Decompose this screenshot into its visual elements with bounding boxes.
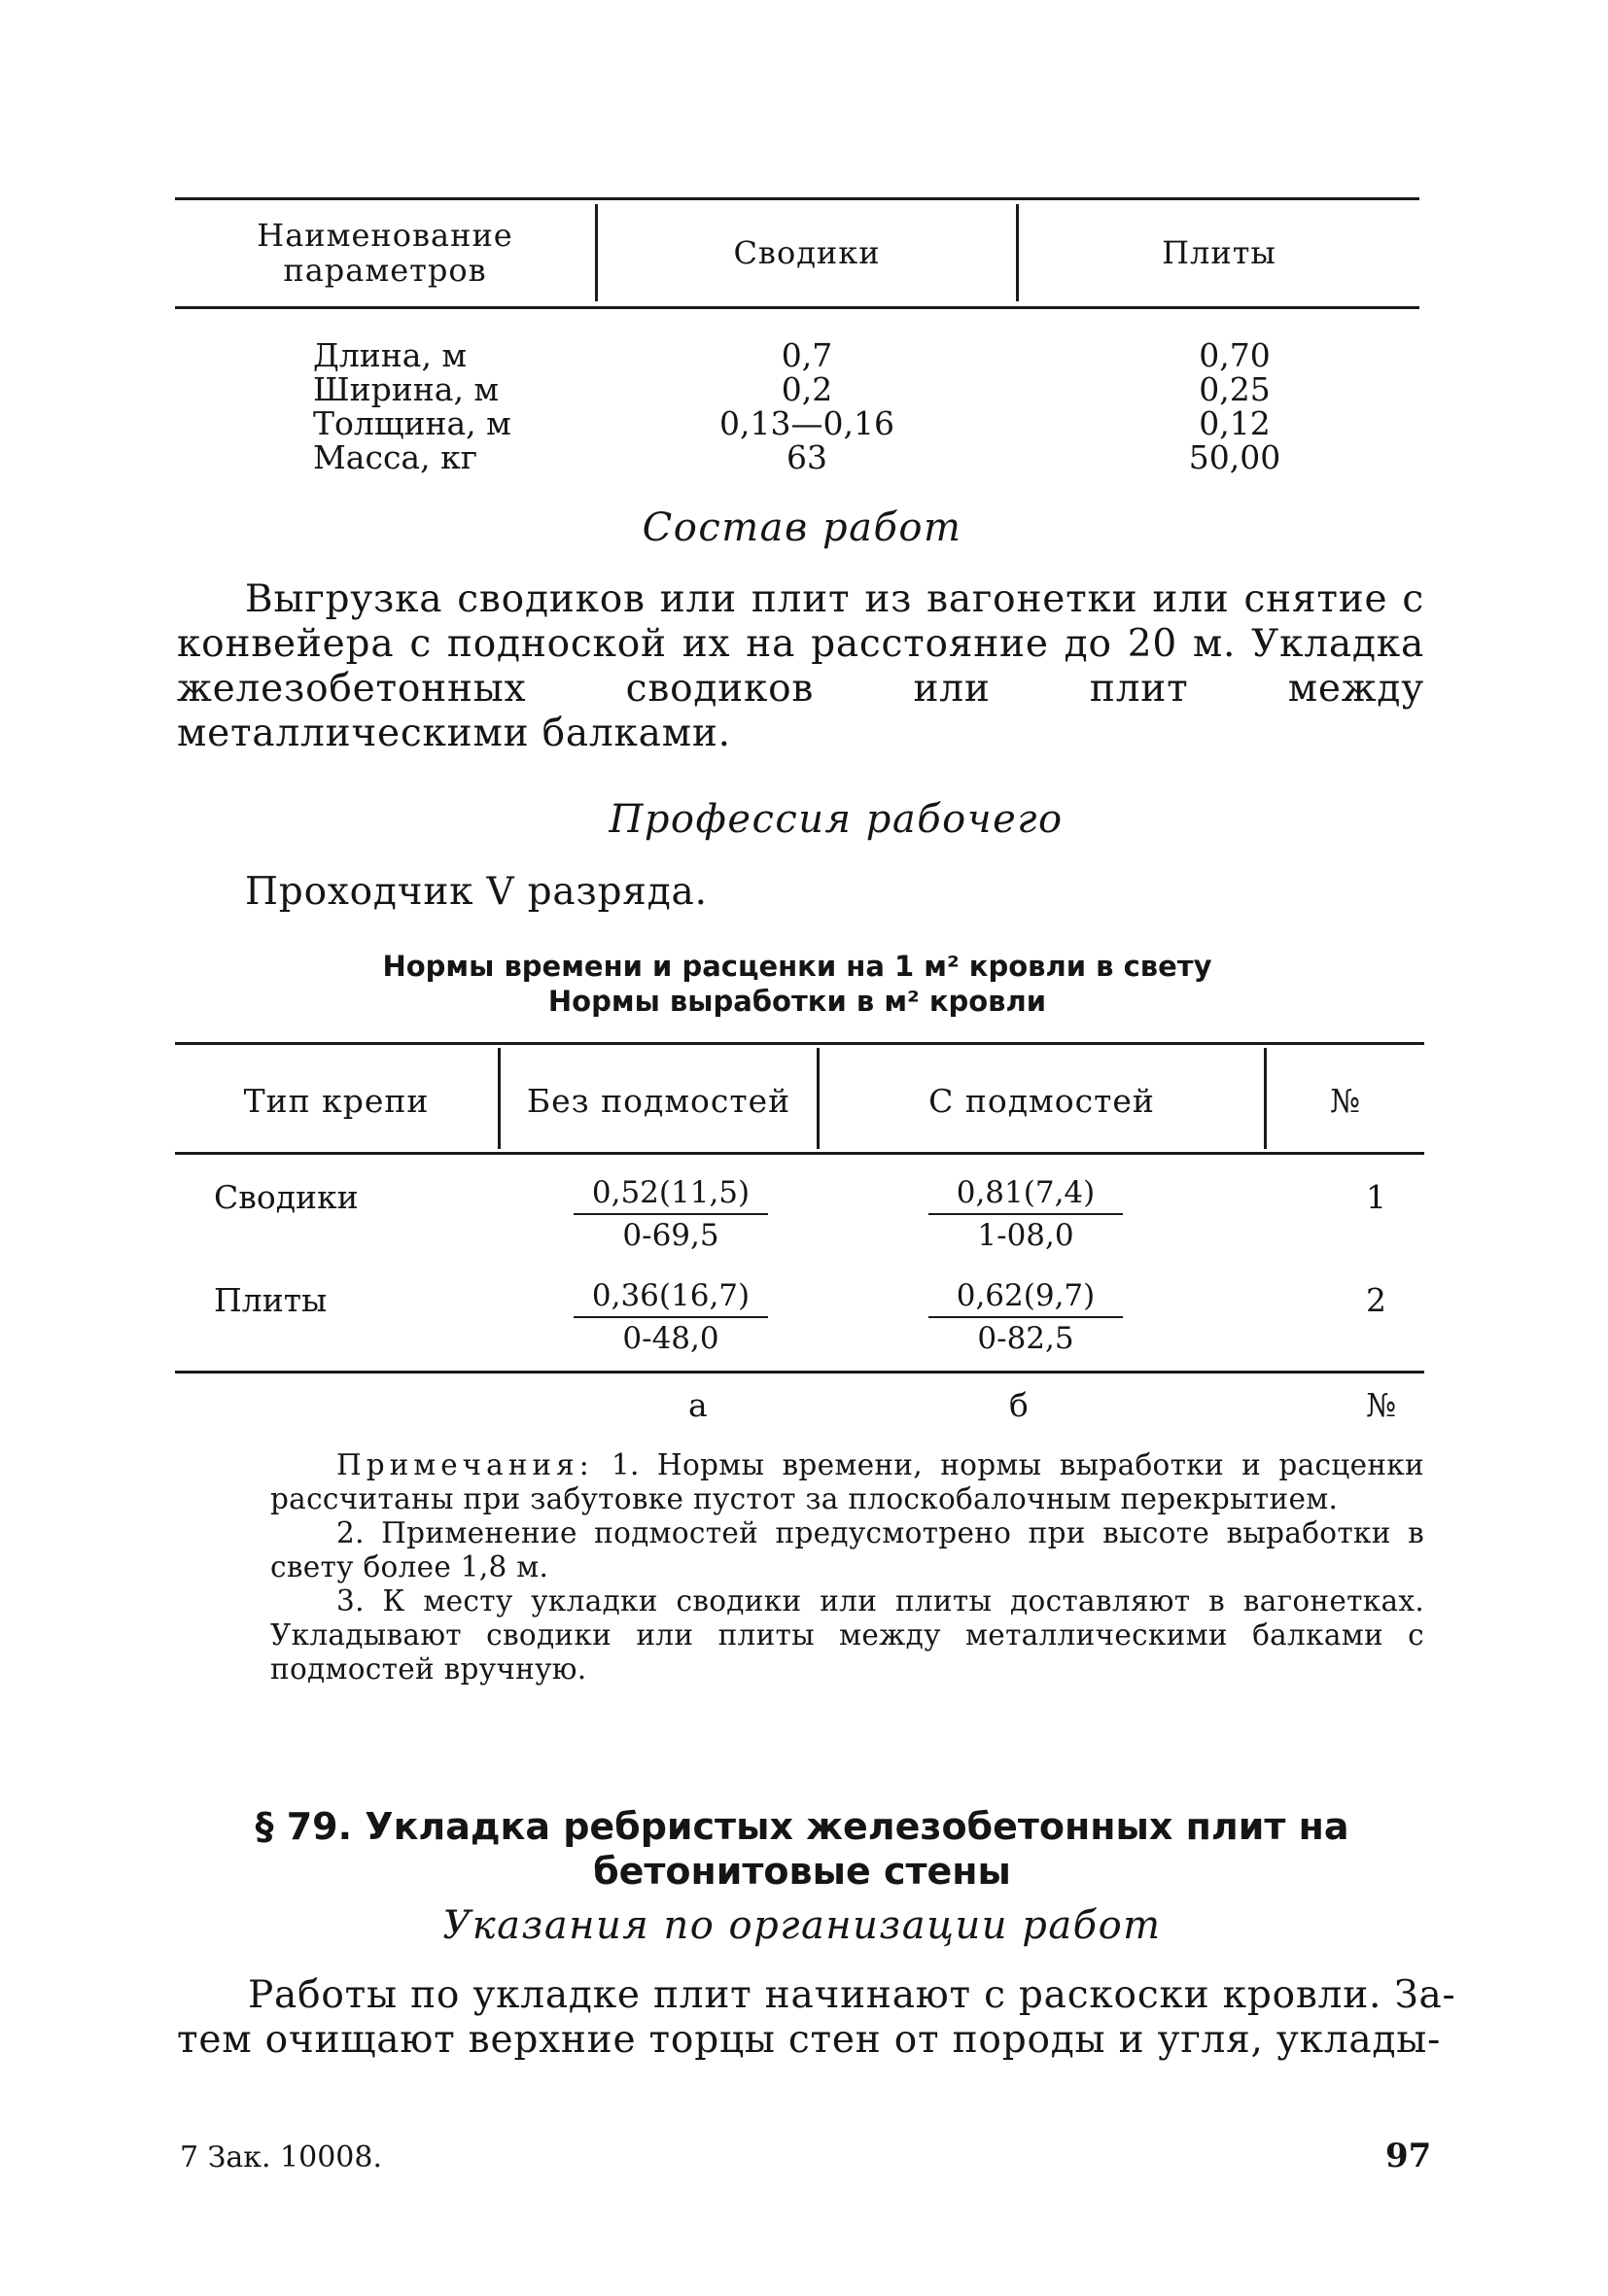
- note-item: [270, 1448, 1424, 1516]
- table-header-cell: Сводики: [733, 234, 881, 271]
- svodiki-value: 63: [787, 438, 827, 476]
- table-header-cell: Без подмостей: [526, 1081, 791, 1120]
- svodiki-value: 0,13—0,16: [719, 404, 894, 442]
- plity-value: 0,25: [1199, 370, 1271, 408]
- fraction-numerator: 0,62(9,7): [928, 1277, 1123, 1318]
- section-title: § 79. Укладка ребристых железобетонных плит на: [255, 1805, 1349, 1848]
- norm-fraction: [928, 1174, 1123, 1254]
- row-number: 1: [1366, 1178, 1386, 1216]
- column-label: №: [1366, 1386, 1397, 1424]
- table-header-cell: Тип крепи: [243, 1081, 430, 1120]
- fraction-denominator: 0-82,5: [977, 1321, 1074, 1356]
- plity-value: 0,70: [1199, 336, 1271, 374]
- paragraph-line: тем очищают верхние торцы стен от породы и угля, уклады-: [177, 2018, 1442, 2062]
- fraction-numerator: 0,36(16,7): [574, 1277, 768, 1318]
- table-header-cell: С подмостей: [928, 1081, 1155, 1120]
- table-header-rule: [175, 306, 1419, 309]
- note-item: 2. Применение подмостей предусмотрено при высоте выработки в свету более 1,8 м.: [270, 1516, 1424, 1583]
- column-label: б: [1009, 1386, 1029, 1424]
- fraction-numerator: 0,81(7,4): [928, 1174, 1123, 1215]
- note-text: 1. Нормы времени, нормы выработки и расценки рассчитаны при забутовке пустот за плоскобалочным перекрытием.: [270, 1448, 1424, 1515]
- plity-value: 50,00: [1188, 438, 1281, 476]
- svodiki-value: 0,7: [781, 336, 833, 374]
- fraction-denominator: 0-69,5: [622, 1218, 719, 1253]
- notes-label: Примечания:: [336, 1448, 594, 1481]
- table-header-cell: Плиты: [1162, 234, 1276, 271]
- norm-fraction: [574, 1174, 768, 1254]
- paragraph-line: Работы по укладке плит начинают с раскоски кровли. За-: [248, 1973, 1456, 2017]
- section-subheading: Указания по организации работ: [442, 1903, 1162, 1948]
- table-bottom-rule: [175, 1371, 1424, 1374]
- column-label: а: [688, 1386, 708, 1424]
- param-name: Масса, кг: [313, 438, 477, 476]
- table-header-cell: Наименование параметров: [257, 217, 513, 289]
- param-name: Ширина, м: [313, 370, 500, 408]
- norm-fraction: [574, 1277, 768, 1357]
- table-top-rule: [175, 197, 1419, 200]
- notes-block: [270, 1448, 1424, 1687]
- crepi-type: Сводики: [214, 1178, 359, 1216]
- plity-value: 0,12: [1199, 404, 1271, 442]
- section-title: бетонитовые стены: [593, 1850, 1011, 1893]
- section-heading: Состав работ: [642, 505, 962, 550]
- table-header-rule: [175, 1152, 1424, 1155]
- paragraph: Выгрузка сводиков или плит из вагонетки или снятие с конвейера с подноской их на расстояние до 20 м. Укладка железобетонных сводиков или плит между металлическими балками.: [177, 577, 1424, 755]
- fraction-numerator: 0,52(11,5): [574, 1174, 768, 1215]
- row-number: 2: [1366, 1281, 1386, 1319]
- table-header-cell: №: [1329, 1081, 1362, 1120]
- fraction-denominator: 1-08,0: [977, 1218, 1074, 1253]
- paragraph: Проходчик V разряда.: [245, 870, 708, 914]
- printer-mark: 7 Зак. 10008.: [180, 2140, 382, 2174]
- table-caption: Нормы выработки в м² кровли: [547, 985, 1047, 1018]
- table-caption: Нормы времени и расценки на 1 м² кровли в свету: [382, 950, 1212, 983]
- fraction-denominator: 0-48,0: [622, 1321, 719, 1356]
- page-number: 97: [1385, 2137, 1432, 2175]
- table-top-rule: [175, 1042, 1424, 1045]
- section-heading: Профессия рабочего: [609, 797, 1064, 842]
- param-name: Длина, м: [313, 336, 468, 374]
- crepi-type: Плиты: [214, 1281, 328, 1319]
- note-item: 3. К месту укладки сводики или плиты доставляют в вагонетках. Укладывают сводики или плиты между металлическими балками с подмостей вручную.: [270, 1584, 1424, 1686]
- param-name: Толщина, м: [313, 404, 511, 442]
- svodiki-value: 0,2: [781, 370, 833, 408]
- norm-fraction: [928, 1277, 1123, 1357]
